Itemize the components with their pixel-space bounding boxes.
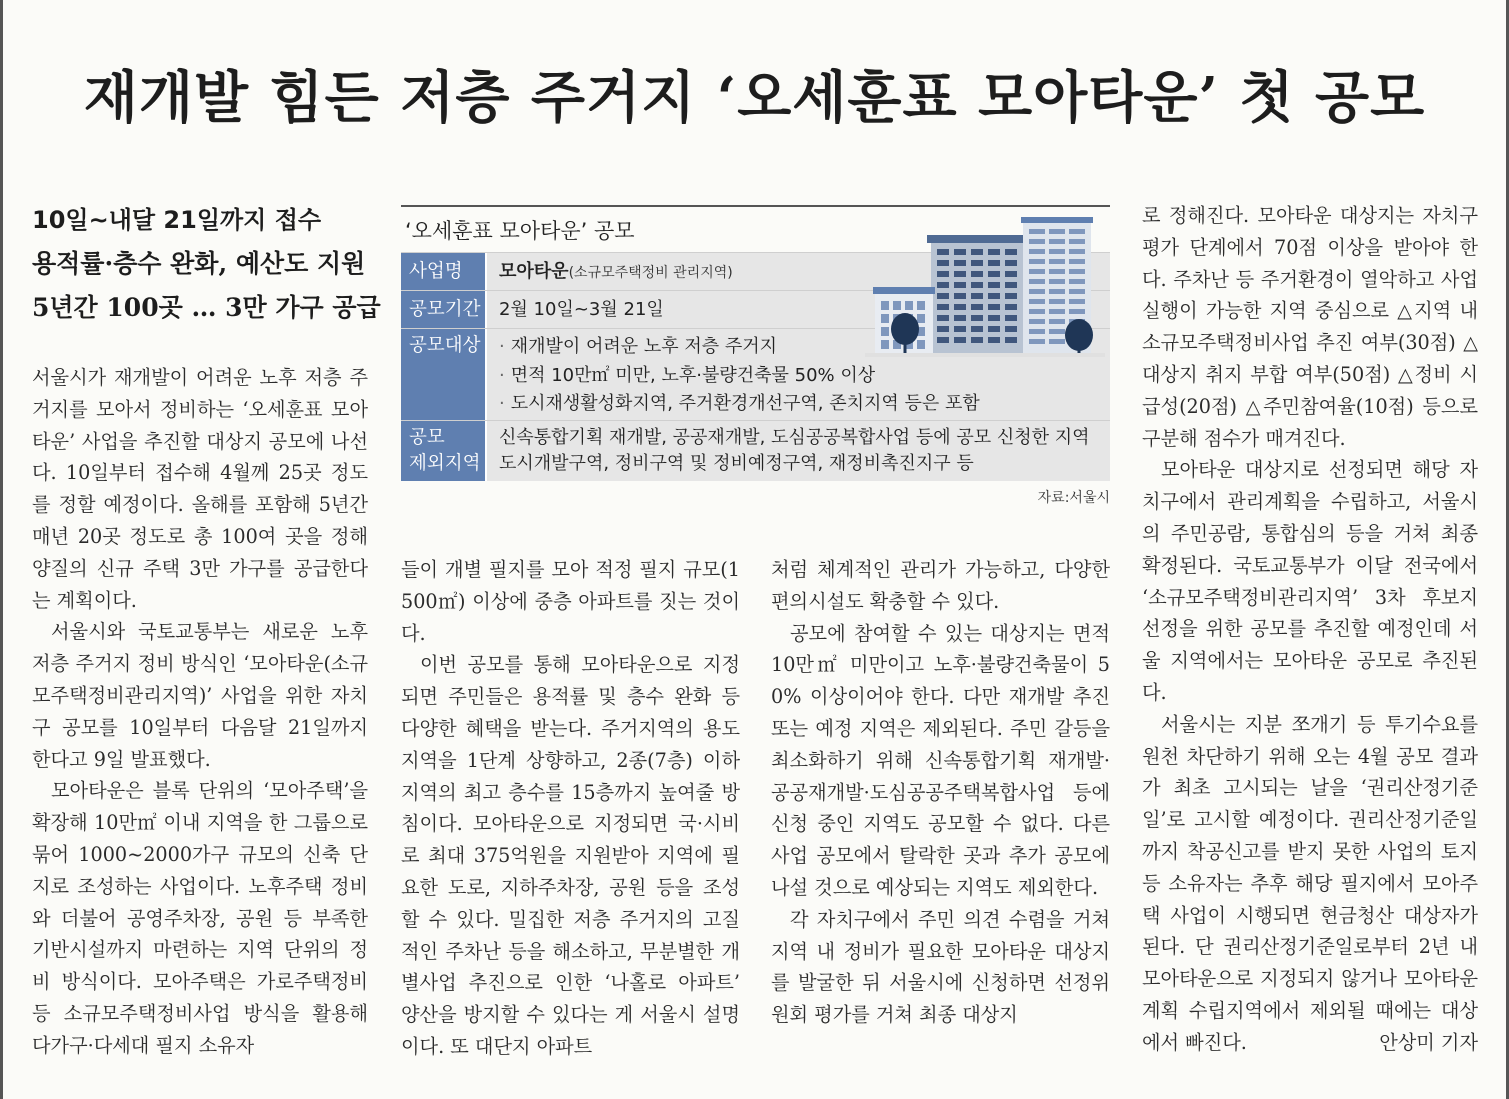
window-shape [881,314,889,323]
project-name-note: (소규모주택정비 관리지역) [568,265,733,281]
info-box [401,205,1110,507]
paragraph: 이번 공모를 통해 모아타운으로 지정되면 주민들은 용적률 및 층수 완화 등 다양한 혜택을 받는다. 주거지역의 용도지역을 1단계 상향하고, 2종(7층) 이하 지역의 최고 층수를 15층까지 높여줄 방침이다. 모아타운으로 지정되면 국·시비로 최대 375억원을 지원받아 지역에 필요한 도로, 지하주차장, 공원 등을 조성할 수 있다. 밀집한 저층 주거지의 고질적인 주차난 등을 해소하고, 무분별한 개별사업 추진으로 인한 ‘나홀로 아파트’ 양산을 방지할 수 있다는 게 서울시 설명이다. 또 대단지 아파트 [401,653,740,1058]
window-shape [954,282,966,288]
bullet-icon: · [499,393,505,414]
window-shape [1069,229,1085,234]
info-box-title: ‘오세훈표 모아타운’ 공모 [405,219,635,243]
window-shape [937,260,949,266]
project-name-value: 모아타운 [499,261,569,282]
paragraph: 처럼 체계적인 관리가 가능하고, 다양한 편의시설도 확충할 수 있다. [771,558,1110,613]
window-shape [937,315,949,321]
window-shape [954,326,966,332]
window-shape [1005,271,1017,277]
bullet-icon: · [499,336,505,357]
window-shape [1029,309,1045,314]
window-shape [1049,309,1065,314]
window-shape [971,326,983,332]
window-shape [971,304,983,310]
window-shape [1069,289,1085,294]
window-shape [988,271,1000,277]
window-shape [1069,239,1085,244]
info-content [487,421,1110,481]
window-shape [971,271,983,277]
window-shape [954,315,966,321]
window-shape [1005,326,1017,332]
window-shape [1049,269,1065,274]
window-shape [1029,329,1045,334]
window-shape [971,293,983,299]
window-shape [1069,299,1085,304]
window-shape [1005,282,1017,288]
window-shape [1049,279,1065,284]
paragraph: 로 정해진다. 모아타운 대상지는 자치구 평가 단계에서 70점 이상을 받아야 한다. 주차난 등 주거환경이 열악하고 사업 실행이 가능한 지역 중심으로 △지역 내 소규모주택정비사업 추진 여부(30점) △대상지 취지 부합 여부(50점) △정비 시급성(20점) △주민참여율(10점) 등으로 구분해 점수가 매겨진다. [1142,204,1478,450]
window-shape [1005,337,1017,343]
bullet-icon: · [499,364,505,386]
subheadline-1: 10일~내달 21일까지 접수 [32,206,322,234]
window-shape [1029,239,1045,244]
window-shape [988,282,1000,288]
window-shape [937,326,949,332]
paragraph: 공모에 참여할 수 있는 대상지는 면적 10만㎡ 미만이고 노후·불량건축물이 50% 이상이어야 한다. 다만 재개발 추진 또는 예정 지역은 제외된다. 주민 갈등을 최소화하기 위해 신속통합기획 재개발·공공재개발·도심공공주택복합사업 등에 신청 중인 지역도 공모할 수 없다. 다른 사업 공모에서 탈락한 곳과 추가 공모에 나설 것으로 예상되는 지역도 제외한다. [771,621,1110,899]
window-shape [937,271,949,277]
apartment-buildings-illustration [865,217,1105,367]
window-shape [1029,289,1045,294]
window-shape [988,337,1000,343]
window-shape [988,304,1000,310]
window-shape [937,293,949,299]
window-shape [1049,299,1065,304]
info-label: 공모기간 [401,291,487,328]
window-shape [1029,259,1045,264]
byline: 안상미 기자 [1379,1030,1478,1054]
window-shape [1069,249,1085,254]
info-label: 사업명 [401,253,487,290]
target-item: · 면적 10만㎡ 미만, 노후·불량건축물 50% 이상 [499,364,876,386]
window-shape [954,293,966,299]
window-shape [988,260,1000,266]
window-shape [937,304,949,310]
window-shape [1069,269,1085,274]
window-shape [971,315,983,321]
window-shape [1029,249,1045,254]
window-shape [917,314,925,323]
paragraph: 각 자치구에서 주민 의견 수렴을 거쳐 지역 내 정비가 필요한 모아타운 대상지를 발굴한 뒤 서울시에 신청하면 선정위원회 평가를 거쳐 최종 대상지 [771,907,1110,1027]
info-source: 자료:서울시 [1037,490,1110,506]
window-shape [1005,293,1017,299]
window-shape [1049,329,1065,334]
paragraph: 모아타운은 블록 단위의 ‘모아주택’을 확장해 10만㎡ 이내 지역을 한 그룹으로 묶어 1000~2000가구 규모의 신축 단지로 조성하는 사업이다. 노후주택 정비와 더불어 공영주차장, 공원 등 부족한 기반시설까지 마련하는 지역 단위의 정비 방식이다. 모아주택은 가로주택정비 등 소규모주택정비사업 방식을 활용해 다가구·다세대 필지 소유자 [32,779,368,1057]
window-shape [1069,259,1085,264]
exclusion-item: 도시개발구역, 정비구역 및 정비예정구역, 재정비촉진지구 등 [499,453,974,474]
window-shape [954,304,966,310]
window-shape [881,340,889,349]
article-headline: 재개발 힘든 저층 주거지 ‘오세훈표 모아타운’ 첫 공모 [83,65,1426,131]
window-shape [1029,279,1045,284]
target-item: · 도시재생활성화지역, 주거환경개선구역, 존치지역 등은 포함 [499,393,980,414]
window-shape [1049,319,1065,324]
paragraph: 서울시는 지분 쪼개기 등 투기수요를 원천 차단하기 위해 오는 4월 공모 결과가 최초 고시되는 날을 ‘권리산정기준일’로 고시할 예정이다. 권리산정기준일까지 착공신고를 받지 못한 사업의 토지 등 소유자는 추후 해당 필지에서 모아주택 사업이 시행되면 현금청산 대상자가 된다. 단 권리산정기준일로부터 2년 내 모아타운으로 지정되지 않거나 모아타운 계획 수립지역에서 제외될 때에는 대상에서 빠진다. 안상미 기자 [1142,709,1478,1059]
subheadline-2: 용적률·층수 완화, 예산도 지원 [32,249,366,278]
window-shape [954,337,966,343]
window-shape [971,337,983,343]
window-shape [971,249,983,255]
paragraph: 들이 개별 필지를 모아 적정 필지 규모(1500㎡) 이상에 중층 아파트를 짓는 것이다. [401,558,740,645]
info-row-exclusions [401,420,1110,481]
window-shape [988,326,1000,332]
window-shape [1029,299,1045,304]
window-shape [954,271,966,277]
subheadline-block [32,198,381,330]
window-shape [937,282,949,288]
window-shape [1005,315,1017,321]
exclusion-item: 신속통합기획 재개발, 공공재개발, 도심공공복합사업 등에 공모 신청한 지역 [499,427,1090,448]
window-shape [917,340,925,349]
window-shape [1005,260,1017,266]
window-shape [917,301,925,310]
window-shape [988,293,1000,299]
article-column-4 [1142,200,1478,1059]
window-shape [1069,279,1085,284]
paragraph: 서울시와 국토교통부는 새로운 노후 저층 주거지 정비 방식인 ‘모아타운(소규모주택정비관리지역)’ 사업을 위한 자치구 공모를 10일부터 다음달 21일까지 한다고 9일 발표했다. [32,620,368,771]
window-shape [988,249,1000,255]
window-shape [1049,259,1065,264]
window-shape [1049,239,1065,244]
window-shape [881,301,889,310]
window-shape [1069,309,1085,314]
paragraph: 모아타운 대상지로 선정되면 해당 자치구에서 관리계획을 수립하고, 서울시의 주민공람, 통합심의 등을 거쳐 최종 확정된다. 국토교통부가 이달 전국에서 ‘소규모주택정비관리지역’ 3차 후보지 선정을 위한 공모를 추진할 예정인데 서울 지역에서는 모아타운 공모로 추진된다. [1142,458,1478,704]
window-shape [971,260,983,266]
article-column-3 [771,554,1110,1031]
article-column-1 [32,362,368,1062]
window-shape [1029,319,1045,324]
window-shape [954,249,966,255]
window-shape [971,282,983,288]
window-shape [893,301,901,310]
info-label: 공모대상 [401,329,487,420]
info-label: 공모 제외지역 [401,421,487,481]
info-content: 2월 10일~3월 21일 [499,299,664,320]
window-shape [1005,249,1017,255]
window-shape [1005,304,1017,310]
window-shape [1049,289,1065,294]
window-shape [954,260,966,266]
page-border-left [0,0,3,1099]
window-shape [881,327,889,336]
window-shape [1029,269,1045,274]
window-shape [937,337,949,343]
window-shape [1049,339,1065,344]
window-shape [1029,339,1045,344]
window-shape [988,315,1000,321]
article-column-2 [401,554,740,1063]
window-shape [905,301,913,310]
window-shape [1049,229,1065,234]
subheadline-3: 5년간 100곳 … 3만 가구 공급 [32,293,381,322]
window-shape [1049,249,1065,254]
target-item: · 재개발이 어려운 노후 저층 주거지 [499,336,778,357]
window-shape [1029,229,1045,234]
paragraph: 서울시가 재개발이 어려운 노후 저층 주거지를 모아서 정비하는 ‘오세훈표 모아타운’ 사업을 추진할 대상지 공모에 나선다. 10일부터 접수해 4월께 25곳 정도를 정할 예정이다. 올해를 포함해 5년간 매년 20곳 정도로 총 100여 곳을 정해 양질의 신규 주택 3만 가구를 공급한다는 계획이다. [32,366,368,612]
window-shape [937,249,949,255]
